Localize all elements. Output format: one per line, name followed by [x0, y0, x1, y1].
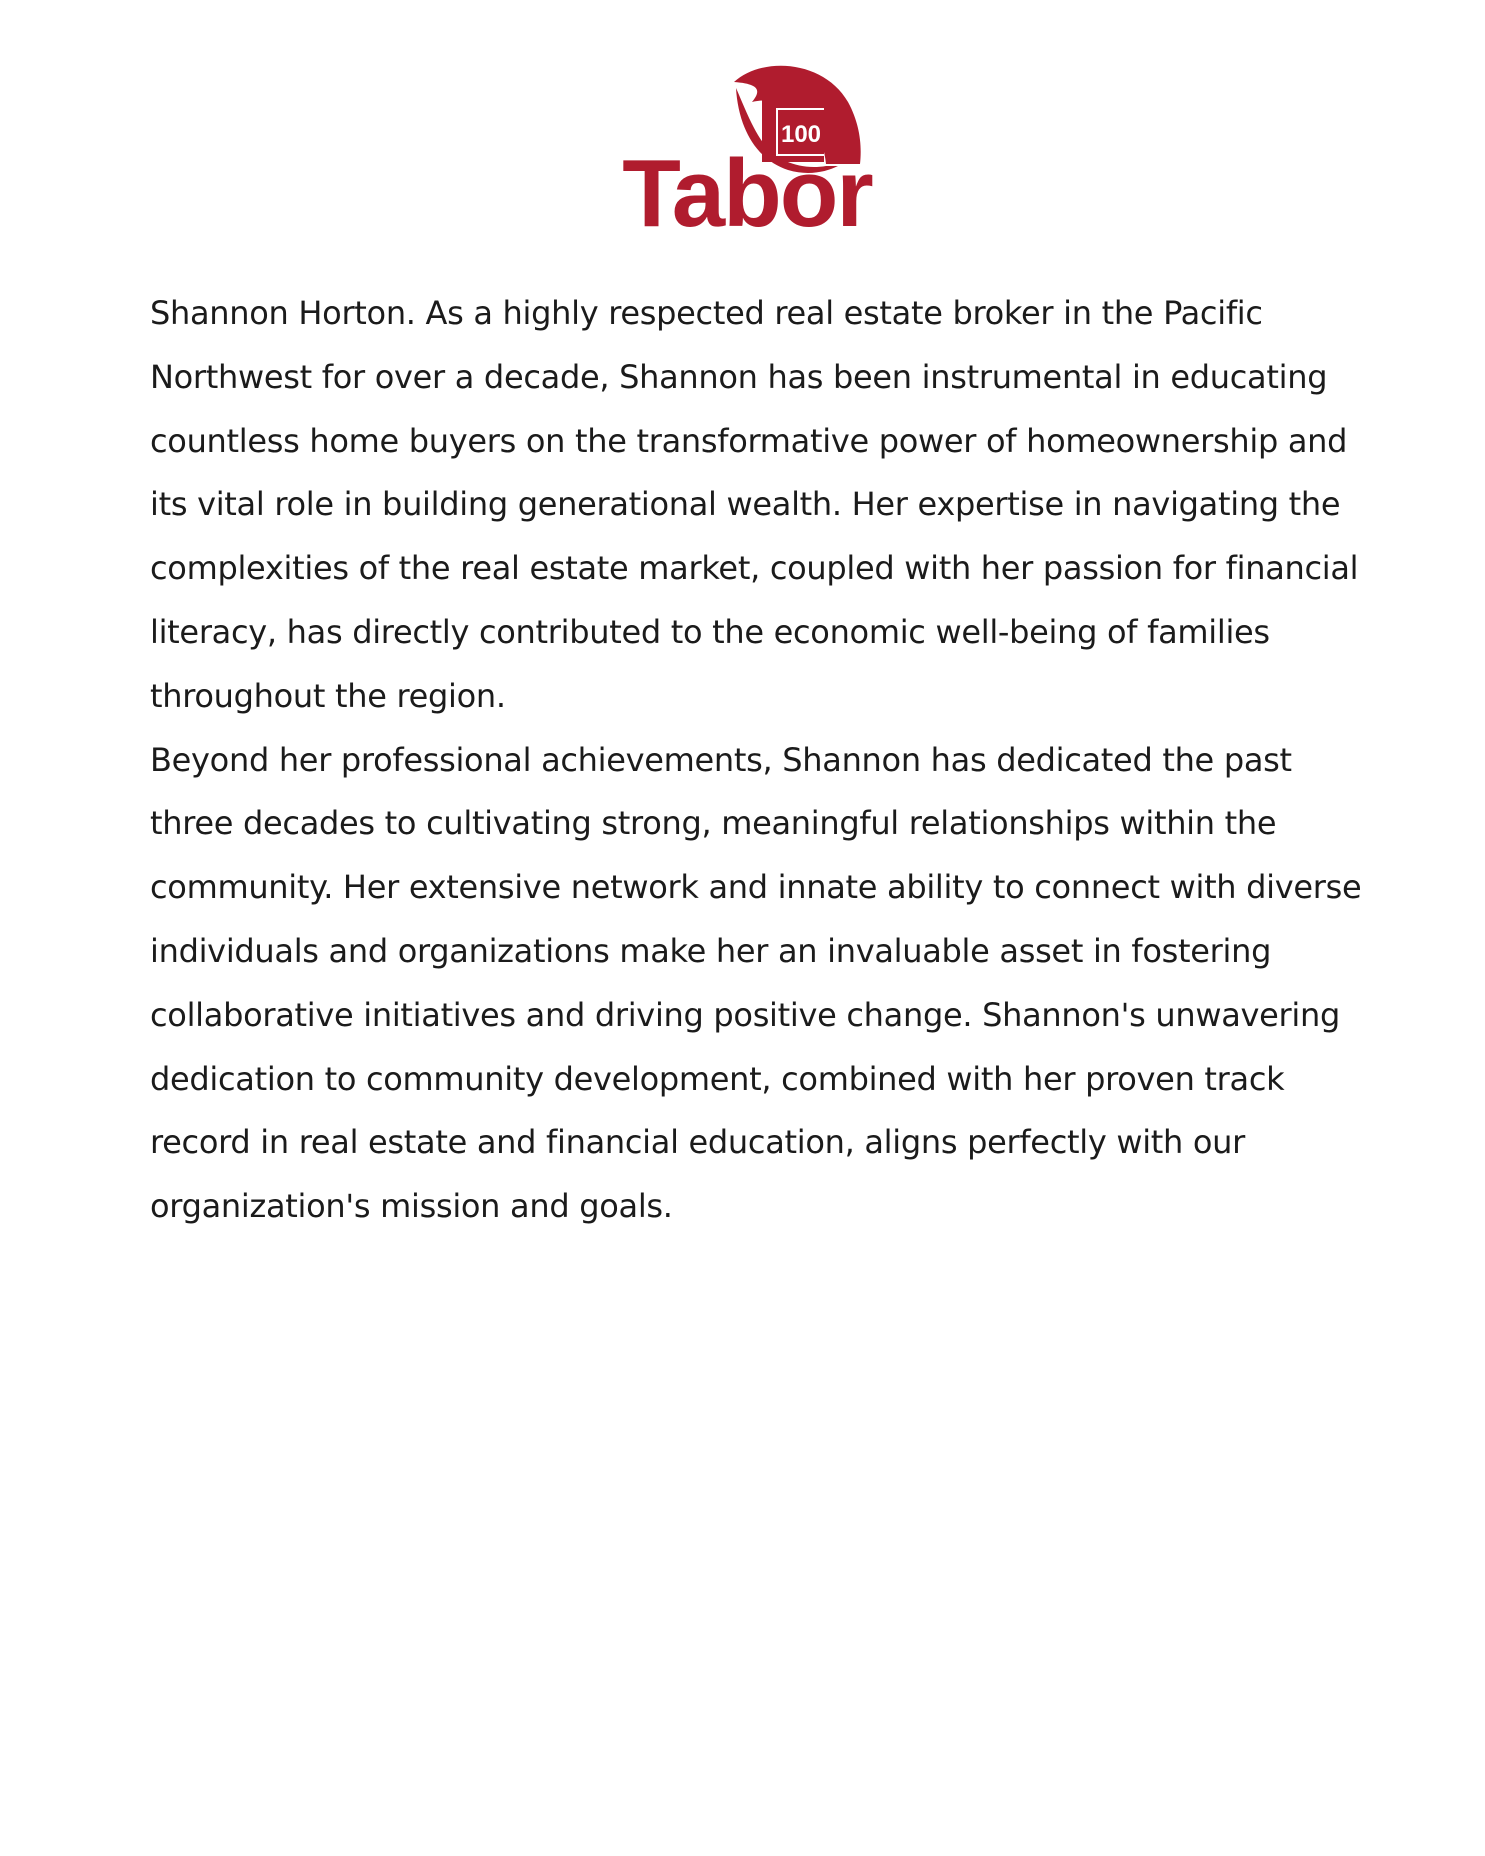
tabor-100-logo: [612, 62, 882, 242]
paragraph-community: Beyond her professional achievements, Shannon has dedicated the past three decades to cultivating strong, meaningful relationships within the community. Her extensive network and innate ability to connect with diverse individuals and organizations make her an invaluable asset in fostering collaborative initiatives and driving positive change. Shannon's unwavering dedication to community development, combined with her proven track record in real estate and financial education, aligns perfectly with our organization's mission and goals.: [150, 740, 1362, 1226]
logo-wordmark: Tabor: [622, 140, 872, 242]
logo-badge-text: 100: [780, 121, 822, 148]
paragraph-intro: Shannon Horton. As a highly respected real estate broker in the Pacific Northwest for over a decade, Shannon has been instrumental in educating countless home buyers on the transformative power of homeownership and its vital role in building generational wealth. Her expertise in navigating the complexities of the real estate market, coupled with her passion for financial literacy, has directly contributed to the economic well-being of families throughout the region.: [150, 294, 1359, 715]
letter-body: [150, 282, 1365, 1239]
